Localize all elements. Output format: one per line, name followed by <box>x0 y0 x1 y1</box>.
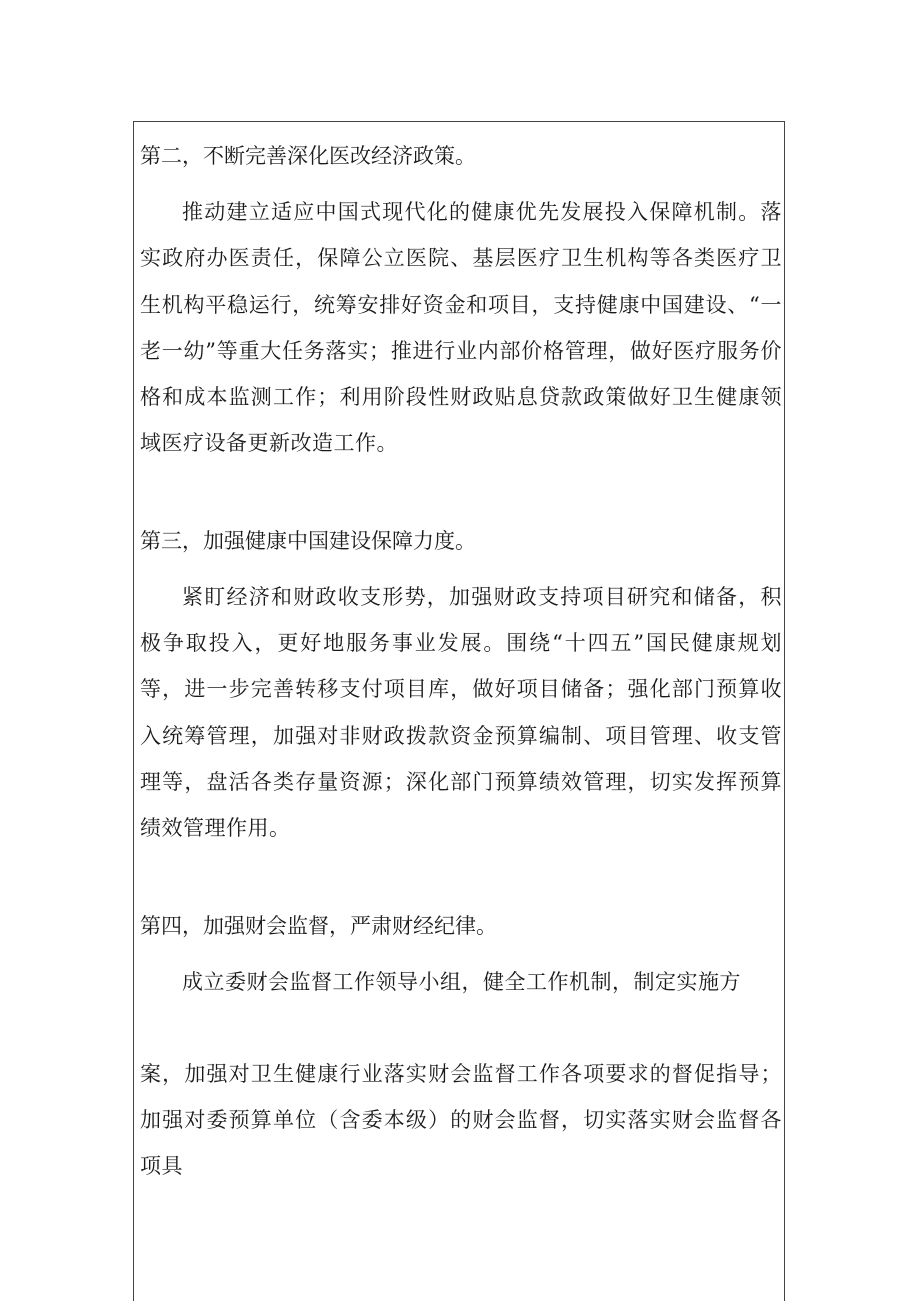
section-body-2: 推动建立适应中国式现代化的健康优先发展投入保障机制。落实政府办医责任，保障公立医院、基层医疗卫生机构等各类医疗卫生机构平稳运行，统筹安排好资金和项目，支持健康中国建设、“一老一幼”等重大任务落实；推进行业内部价格管理，做好医疗服务价格和成本监测工作；利用阶段性财政贴息贷款政策做好卫生健康领域医疗设备更新改造工作。 <box>140 200 782 456</box>
section-body-3: 紧盯经济和财政收支形势，加强财政支持项目研究和储备，积极争取投入，更好地服务事业发展。围绕“十四五”国民健康规划等，进一步完善转移支付项目库，做好项目储备；强化部门预算收入统筹管理，加强对非财政拨款资金预算编制、项目管理、收支管理等，盘活各类存量资源；深化部门预算绩效管理，切实发挥预算绩效管理作用。 <box>140 584 782 841</box>
section-heading-3: 第三，加强健康中国建设保障力度。 <box>140 528 476 553</box>
section-heading-4: 第四，加强财会监督，严肃财经纪律。 <box>140 913 497 938</box>
section-body-4-continued: 案，加强对卫生健康行业落实财会监督工作各项要求的督促指导；加强对委预算单位（含委本级）的财会监督，切实落实财会监督各项具 <box>140 1061 782 1179</box>
document-content <box>140 136 782 1190</box>
document-table-cell <box>133 121 785 1301</box>
section-body-4-first: 成立委财会监督工作领导小组，健全工作机制，制定实施方 <box>182 969 741 994</box>
section-heading-2: 第二，不断完善深化医改经济政策。 <box>140 144 476 168</box>
